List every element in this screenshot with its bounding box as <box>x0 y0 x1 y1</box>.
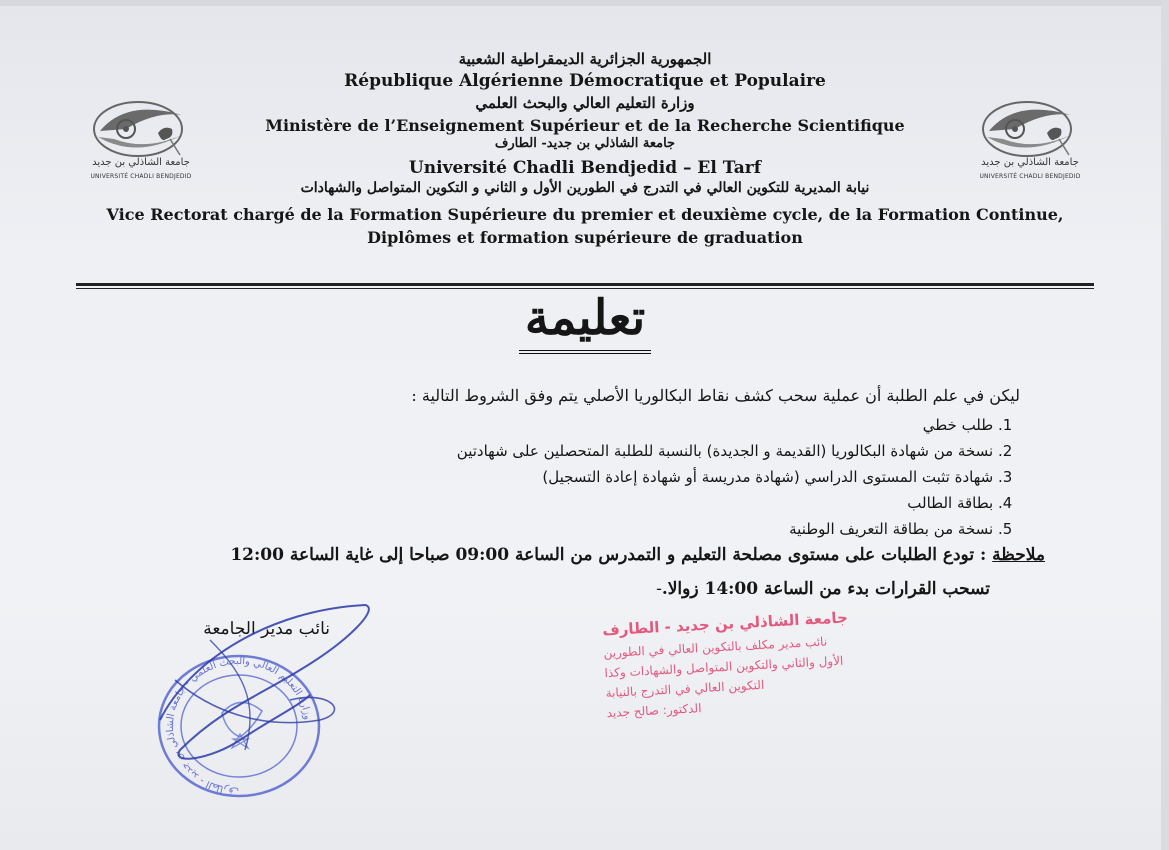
collection-time-text: تسحب القرارات بدء من الساعة 14:00 زوالا. <box>661 579 990 599</box>
scan-edge-top <box>0 0 1169 6</box>
list-item-number: 2. <box>998 442 1013 460</box>
header-vice-rectorat-french: Vice Rectorat chargé de la Formation Supérieure du premier et deuxième cycle, de la Formation Continue, Diplômes et formation supérieure de graduation <box>106 205 1064 247</box>
header-republic-french: République Algérienne Démocratique et Populaire <box>344 71 826 91</box>
list-item-text: شهادة تثبت المستوى الدراسي (شهادة مدريسة أو شهادة إعادة التسجيل) <box>542 468 994 486</box>
collection-dash: - <box>656 579 662 599</box>
header-university-arabic: جامعة الشاذلي بن جديد- الطارف <box>494 136 676 151</box>
logo-caption-arabic: جامعة الشاذلي بن جديد <box>92 157 190 168</box>
list-item <box>360 438 1020 464</box>
header-university-french: Université Chadli Bendjedid – El Tarf <box>408 158 762 178</box>
list-item-number: 4. <box>998 494 1013 512</box>
document-title-text: تعليمة <box>519 288 651 354</box>
stamp-line: الأول والثاني والتكوين المتواصل والشهادات وكذا <box>604 653 844 681</box>
logo-caption-arabic: جامعة الشاذلي بن جديد <box>981 157 1079 168</box>
list-item-number: 5. <box>998 520 1013 538</box>
stamp-line: جامعة الشاذلي بن جديد - الطارف <box>601 608 849 640</box>
header-republic-arabic: الجمهورية الجزائرية الديمقراطية الشعبية <box>458 50 712 68</box>
list-item-text: طلب خطي <box>922 416 994 434</box>
intro-paragraph: ليكن في علم الطلبة أن عملية سحب كشف نقاط البكالوريا الأصلي يتم وفق الشروط التالية : <box>411 386 1020 405</box>
list-item <box>360 412 1020 438</box>
header-ministry-arabic: وزارة التعليم العالي والبحث العلمي <box>475 94 695 112</box>
header-vice-rectorat-arabic: نيابة المديرية للتكوين العالي في التدرج في الطورين الأول و الثاني و التكوين المتواصل والشهادات <box>300 180 870 196</box>
logo-caption-french: UNIVERSITÉ CHADLI BENDJEDID <box>979 173 1081 180</box>
document-title <box>470 288 700 354</box>
signatory-title: نائب مدير الجامعة <box>203 619 330 639</box>
list-item-text: بطاقة الطالب <box>907 494 994 512</box>
list-item <box>360 516 1020 542</box>
stamp-line: التكوين العالي في التدرج بالنيابة <box>605 677 765 701</box>
header-divider <box>76 283 1094 286</box>
logo-caption-french: UNIVERSITÉ CHADLI BENDJEDID <box>90 173 192 180</box>
note-label: ملاحظة <box>992 545 1045 565</box>
list-item-text: نسخة من بطاقة التعريف الوطنية <box>789 520 994 538</box>
scan-edge-right <box>1161 0 1169 850</box>
collection-time-paragraph <box>420 574 990 604</box>
list-item-number: 1. <box>998 416 1013 434</box>
note-text: : تودع الطلبات على مستوى مصلحة التعليم و التمدرس من الساعة 09:00 صباحا إلى غاية الساعة 12:00 <box>230 545 993 565</box>
header-ministry-french: Ministère de l’Enseignement Supérieur et de la Recherche Scientifique <box>265 116 905 135</box>
list-item <box>360 464 1020 490</box>
handwritten-signature <box>150 600 390 780</box>
stamp-line: الدكتور: صالح جديد <box>606 701 702 721</box>
list-item-text: نسخة من شهادة البكالوريا (القديمة و الجديدة) بالنسبة للطلبة المتحصلين على شهادتين <box>456 442 994 460</box>
requirements-list <box>360 412 1020 542</box>
list-item <box>360 490 1020 516</box>
stamp-circle-text: وزارة التعليم العالي والبحث العلمي - جامعة الشاذلي بن جديد - الطارف <box>164 655 313 797</box>
note-paragraph <box>140 540 1045 570</box>
stamp-line: نائب مدير مكلف بالتكوين العالي في الطورين <box>603 634 828 661</box>
list-item-number: 3. <box>998 468 1013 486</box>
